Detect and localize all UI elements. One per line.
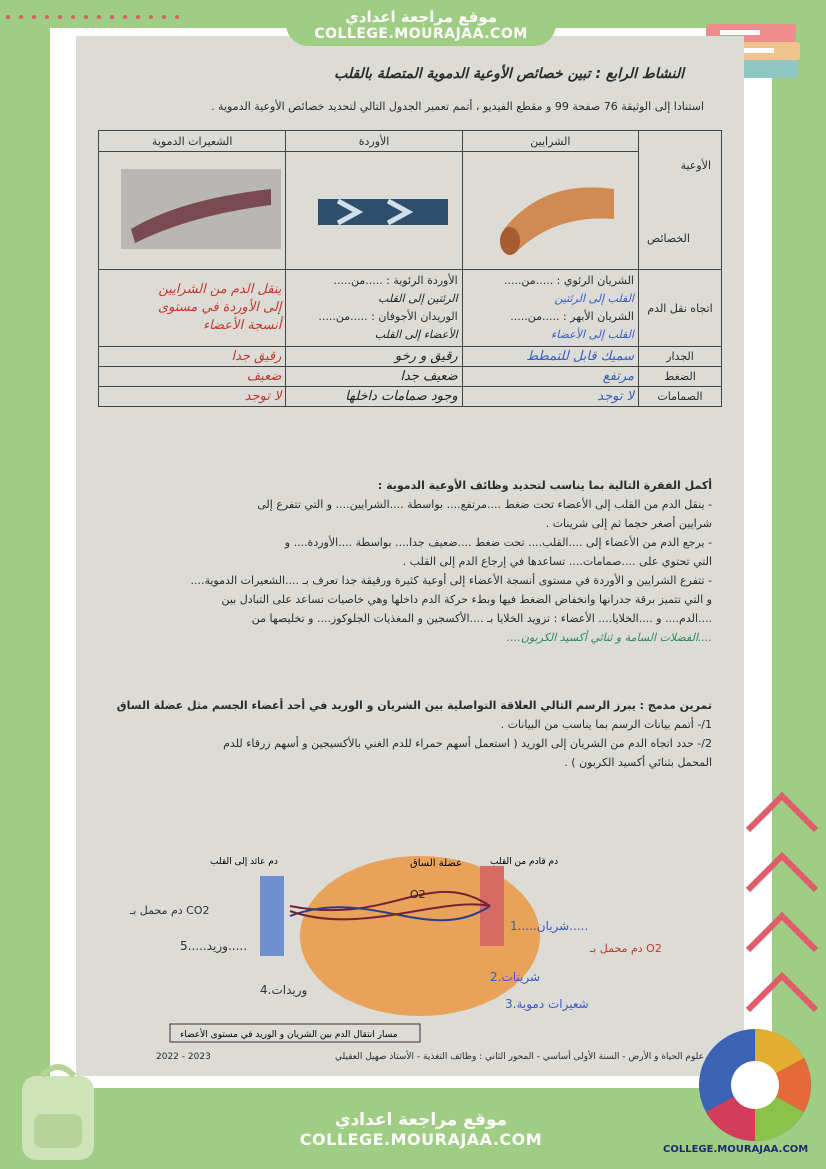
vein-image	[286, 152, 462, 270]
table-cell: الوريدان الأجوفان : .....من.....	[318, 310, 458, 323]
label-5: 5.....وريد.....	[180, 939, 248, 953]
footer-banner[interactable]	[286, 1100, 556, 1160]
table-cell: ضعيف	[99, 367, 286, 387]
paragraph-line: شرايين أصغر حجما ثم إلى شرينات .	[545, 517, 712, 530]
footer-arabic: موقع مراجعة اعدادي	[334, 1110, 508, 1130]
table-cell: الشريان الرئوي : .....من.....	[503, 274, 634, 287]
label-3: 3.شعيرات دموية	[505, 997, 589, 1011]
column-capillaries: الشعيرات الدموية	[99, 131, 286, 152]
hw-co2-label: دم محمل بـ CO2	[130, 904, 210, 917]
corner-vessels: الأوعية	[680, 159, 711, 172]
table-cell: أنسجة الأعضاء	[202, 318, 282, 333]
table-cell: القلب إلى الرئتين	[554, 292, 634, 305]
exercise-item: 2/- حدد اتجاه الدم من الشريان إلى الوريد ( استعمل أسهم حمراء للدم الغني بالأكسيجين و أسهم زرقاء للدم	[223, 737, 712, 750]
site-logo-icon	[696, 1026, 814, 1144]
header-arabic: موقع مراجعة اعدادي	[345, 8, 497, 26]
artery-image	[462, 152, 638, 270]
exercise-item: المحمل بثنائي أكسيد الكربون ) .	[564, 756, 712, 769]
paragraph-line: التي تحتوي على ....صمامات.... تساعدها في إرجاع الدم إلى القلب .	[402, 555, 712, 568]
exercise-item: 1/- أتمم بيانات الرسم بما يناسب من البيانات .	[500, 718, 712, 731]
paragraph-line: ....الفضلات السامة و ثنائي أكسيد الكربون....	[506, 631, 712, 644]
footer-course: علوم الحياة و الأرض - السنة الأولى أساسي - المحور الثاني : وظائف التغذية - الأستاذ صهيل العقيلي	[335, 1052, 704, 1062]
table-cell: إلى الأوردة في مستوى	[157, 300, 282, 315]
exercise-section	[112, 696, 712, 772]
footer-year: 2023 - 2022	[156, 1052, 211, 1062]
table-cell: الأوردة الرئوية : .....من.....	[333, 274, 458, 287]
exercise-heading: تمرين مدمج : يبرز الرسم التالي العلاقة التواصلية بين الشريان و الوريد في أحد أعضاء الجسم مثل عضلة الساق	[116, 699, 712, 712]
paragraph-section	[112, 476, 712, 647]
table-cell: رقيق جدا	[99, 347, 286, 367]
row-direction	[99, 270, 722, 347]
worksheet-footer	[156, 1052, 704, 1062]
row-label: الجدار	[639, 347, 722, 367]
table-cell: القلب إلى الأعضاء	[551, 328, 634, 341]
row-wall	[99, 347, 722, 367]
footer-url[interactable]: COLLEGE.MOURAJAA.COM	[299, 1130, 543, 1149]
header-banner[interactable]	[286, 0, 556, 46]
corner-properties: الخصائص	[647, 232, 690, 245]
logo-caption: COLLEGE.MOURAJAA.COM	[663, 1144, 809, 1155]
label-1: 1.....شريان.....	[510, 919, 589, 933]
table-cell: الأعضاء إلى القلب	[374, 328, 458, 341]
paragraph-heading: أكمل الفقرة التالية بما يناسب لتحديد وظائف الأوعية الدموية :	[377, 479, 712, 492]
table-cell: لا توجد	[99, 387, 286, 407]
vessel-properties-table	[98, 130, 722, 407]
table-cell: لا توجد	[462, 387, 638, 407]
column-veins: الأوردة	[286, 131, 462, 152]
paragraph-line: ....الدم.... و ....الخلايا.... الأعضاء : تزويد الخلايا بـ ....الأكسجين و المغذيات الجلوكوز.... و تخليصها من	[251, 612, 712, 625]
label-2: 2.شرينات	[490, 970, 541, 984]
table-cell: رقيق و رخو	[286, 347, 462, 367]
table-cell: ينقل الدم من الشرايين	[158, 282, 282, 297]
paragraph-line: - تتفرع الشرايين و الأوردة في مستوى أنسجة الأعضاء إلى أوعية كثيرة ورقيقة جدا تعرف بـ ....الشعيرات الدموية....	[190, 574, 712, 587]
table-cell: وجود صمامات داخلها	[286, 387, 462, 407]
table-cell: سميك قابل للتمطط	[462, 347, 638, 367]
header-url[interactable]: COLLEGE.MOURAJAA.COM	[314, 26, 528, 42]
label-4: 4.وريدات	[260, 983, 308, 997]
table-cell: ضعيف جدا	[286, 367, 462, 387]
row-pressure	[99, 367, 722, 387]
blood-out-label: دم عائد إلى القلب	[210, 857, 278, 867]
activity-title: النشاط الرابع : تبين خصائص الأوعية الدموية المتصلة بالقلب	[334, 66, 684, 82]
hw-oxygen-label: دم محمل بـ O2	[590, 942, 662, 955]
paragraph-line: - يرجع الدم من الأعضاء إلى ....القلب.... تحت ضغط ....ضعيف جدا.... بواسطة ....الأوردة.... و	[284, 536, 712, 549]
row-label: الضغط	[639, 367, 722, 387]
worksheet	[76, 36, 744, 1076]
row-label: الصمامات	[639, 387, 722, 407]
column-arteries: الشرايين	[462, 131, 638, 152]
muscle-label: عضلة الساق	[410, 858, 463, 869]
table-cell: الشريان الأبهر : .....من.....	[510, 310, 634, 323]
backpack-icon	[12, 1056, 104, 1166]
activity-intro: استنادا إلى الوثيقة 76 صفحة 99 و مقطع الفيديو ، أتمم تعمير الجدول التالي لتحديد خصائص الأوعية الدموية .	[211, 100, 704, 113]
table-cell: مرتفع	[462, 367, 638, 387]
row-label: اتجاه نقل الدم	[639, 270, 722, 347]
table-cell: الرئتين إلى القلب	[378, 292, 458, 305]
capillary-image	[99, 152, 286, 270]
circulation-diagram	[110, 826, 720, 1052]
table-corner	[639, 131, 722, 270]
blood-in-label: دم قادم من القلب	[490, 857, 559, 867]
paragraph-line: و التي تتميز برقة جدرانها وانخفاض الضغط فيها وبطء حركة الدم داخلها وهي خاصيات تساعد على التبادل بين	[221, 593, 712, 606]
row-valves	[99, 387, 722, 407]
paragraph-line: - ينقل الدم من القلب إلى الأعضاء تحت ضغط ....مرتفع.... بواسطة ....الشرايين.... و التي تتفرع إلى	[257, 498, 712, 511]
diagram-caption: مسار انتقال الدم بين الشريان و الوريد في مستوى الأعضاء	[180, 1030, 398, 1040]
hw-o2-small-label: O2	[410, 888, 426, 901]
